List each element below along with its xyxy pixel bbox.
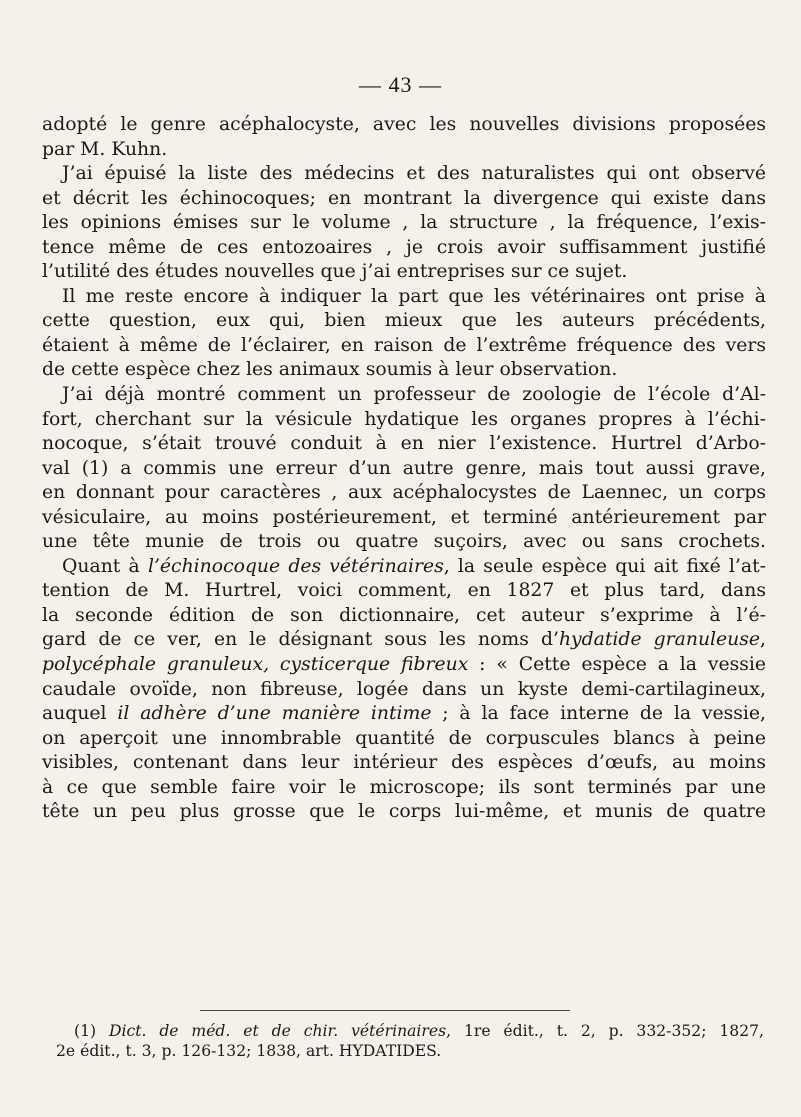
- text-line: de cette espèce chez les animaux soumis à leur observation.: [42, 359, 618, 381]
- italic-text: polycéphale granuleux, cysticerque fibreux: [42, 654, 469, 676]
- text-line: une tête munie de trois ou quatre suçoirs, avec ou sans crochets.: [42, 531, 766, 553]
- text-line: polycéphale granuleux, cysticerque fibreux : « Cette espèce a la vessie: [42, 654, 766, 676]
- text-line: visibles, contenant dans leur intérieur des espèces d’œufs, au moins: [42, 752, 766, 774]
- text-line: les opinions émises sur le volume , la structure , la fréquence, l’exis-: [42, 212, 766, 234]
- text-line: gard de ce ver, en le désignant sous les noms d’hydatide granuleuse,: [42, 629, 766, 651]
- text-line: Quant à l’échinocoque des vétérinaires, la seule espèce qui ait fixé l’at-: [62, 555, 766, 577]
- text-line: auquel il adhère d’une manière intime ; à la face interne de la vessie,: [42, 703, 766, 725]
- text-line: val (1) a commis une erreur d’un autre genre, mais tout aussi grave,: [42, 457, 766, 479]
- text-line: Il me reste encore à indiquer la part que les vétérinaires ont prise à: [62, 285, 766, 307]
- text-line: J’ai épuisé la liste des médecins et des naturalistes qui ont observé: [62, 163, 766, 185]
- text-line: fort, cherchant sur la vésicule hydatique les organes propres à l’échi-: [42, 408, 766, 430]
- text-line: étaient à même de l’éclairer, en raison de l’extrême fréquence des vers: [42, 334, 766, 356]
- text-line: tention de M. Hurtrel, voici comment, en 1827 et plus tard, dans: [42, 580, 766, 602]
- text-line: tence même de ces entozoaires , je crois avoir suffisamment justifié: [42, 236, 766, 258]
- body-text: [42, 113, 766, 825]
- italic-text: il adhère d’une manière intime: [117, 703, 432, 725]
- italic-text: l’échinocoque des vétérinaires: [147, 555, 444, 577]
- footnotes: [56, 1021, 764, 1061]
- text-line: à ce que semble faire voir le microscope; ils sont terminés par une: [42, 776, 766, 798]
- text-line: l’utilité des études nouvelles que j’ai entreprises sur ce sujet.: [42, 261, 628, 283]
- text-line: J’ai déjà montré comment un professeur de zoologie de l’école d’Al-: [62, 384, 766, 406]
- footnote-line: (1) Dict. de méd. et de chir. vétérinaires, 1re édit., t. 2, p. 332-352; 1827,: [74, 1022, 764, 1040]
- text-line: en donnant pour caractères , aux acéphalocystes de Laennec, un corps: [42, 482, 766, 504]
- italic-text: Dict. de méd. et de chir. vétérinaires: [108, 1022, 447, 1040]
- text-line: tête un peu plus grosse que le corps lui-même, et munis de quatre: [42, 801, 766, 823]
- text-line: cette question, eux qui, bien mieux que les auteurs précédents,: [42, 310, 766, 332]
- italic-text: hydatide granuleuse: [558, 629, 761, 651]
- text-line: vésiculaire, au moins postérieurement, et terminé antérieurement par: [42, 506, 766, 528]
- text-line: et décrit les échinocoques; en montrant la divergence qui existe dans: [42, 187, 766, 209]
- text-line: caudale ovoïde, non fibreuse, logée dans un kyste demi-cartilagineux,: [42, 678, 766, 700]
- text-line: par M. Kuhn.: [42, 138, 168, 160]
- footnote-divider: [200, 1010, 570, 1011]
- text-line: on aperçoit une innombrable quantité de corpuscules blancs à peine: [42, 727, 766, 749]
- text-line: la seconde édition de son dictionnaire, cet auteur s’exprime à l’é-: [42, 604, 766, 626]
- text-line: adopté le genre acéphalocyste, avec les nouvelles divisions proposées: [42, 114, 766, 135]
- page-number: — 43 —: [359, 72, 442, 97]
- footnote-line: 2e édit., t. 3, p. 126-132; 1838, art. HYDATIDES.: [56, 1042, 442, 1060]
- text-line: nocoque, s’était trouvé conduit à en nier l’existence. Hurtrel d’Arbo-: [42, 433, 766, 455]
